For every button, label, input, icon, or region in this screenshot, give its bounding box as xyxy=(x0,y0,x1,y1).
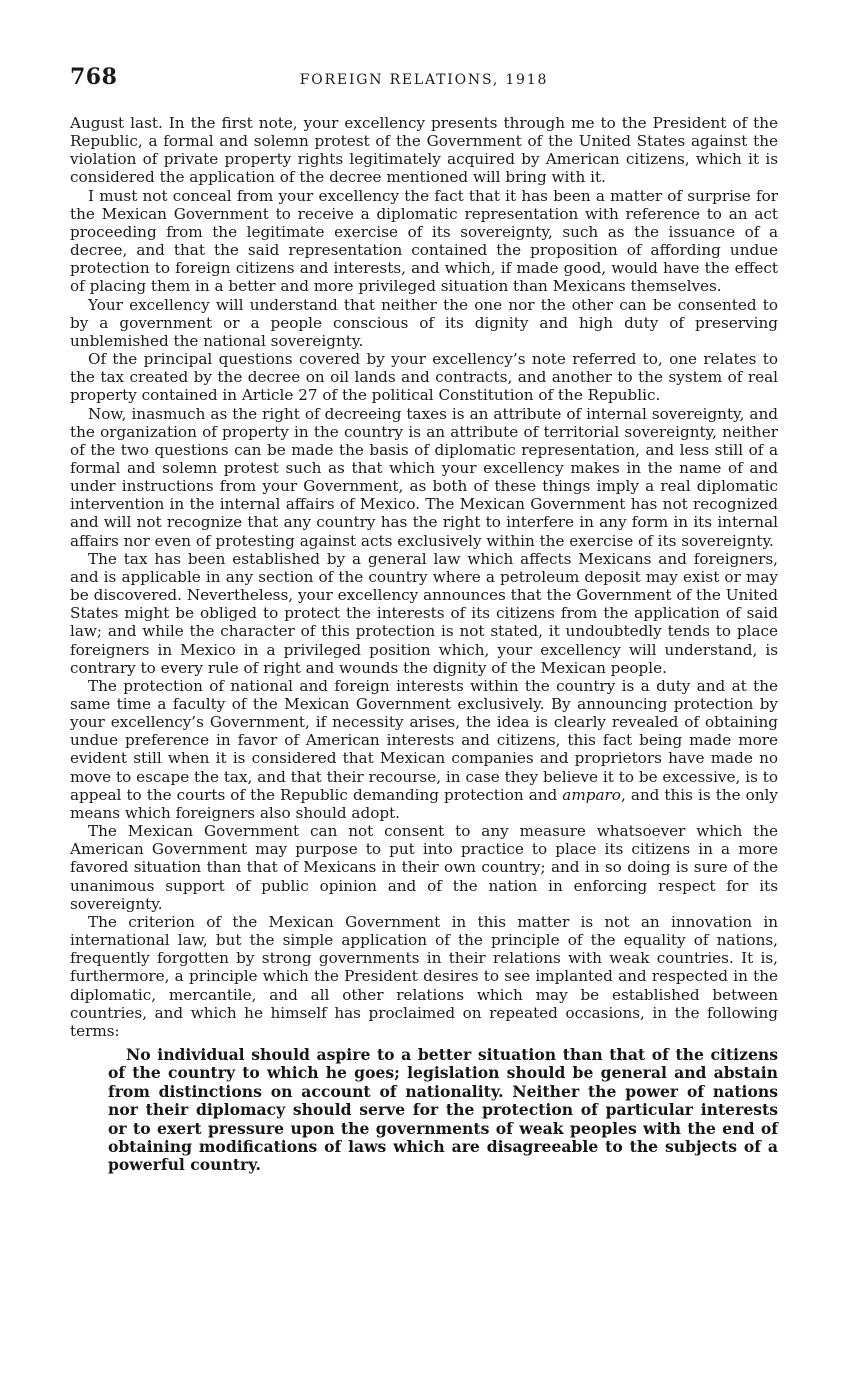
paragraph-1: August last. In the first note, your excellency presents through me to the President of the Republic, a formal and solemn protest of the Government of the United States against the violation of private property rights legitimately acquired by American citizens, which it is considered the application of the decree mentioned will bring with it. xyxy=(70,114,778,187)
block-quote: No individual should aspire to a better situation than that of the citizens of the country to which he goes; legislation should be general and abstain from distinctions on account of nationality. Neither the power of nations nor their diplomacy should serve for the protection of particular interests or to exert pressure upon the governments of weak peoples with the end of obtaining modifications of laws which are disagreeable to the subjects of a powerful country. xyxy=(108,1044,778,1175)
paragraph-6: The tax has been established by a general law which affects Mexicans and foreigners, and is applicable in any section of the country where a petroleum deposit may exist or may be discovered. Nevertheless, your excellency announces that the Government of the United States might be obliged to protect the interests of its citizens from the application of said law; and while the character of this protection is not stated, it undoubtedly tends to place foreigners in Mexico in a privileged position which, your excellency will understand, is contrary to every rule of right and wounds the dignity of the Mexican people. xyxy=(70,549,778,677)
paragraph-9: The criterion of the Mexican Government in this matter is not an innovation in international law, but the simple application of the principle of the equality of nations, frequently forgotten by strong governments in their relations with weak countries. It is, furthermore, a principle which the President desires to see implanted and respected in the diplomatic, mercantile, and all other relations which may be established between countries, and which he himself has proclaimed on repeated occasions, in the following terms: xyxy=(70,912,778,1040)
paragraph-7-text-start: The protection of national and foreign interests within the country is a duty and at the same time a faculty of the Mexican Government exclusively. By announcing protection by your excellency’s Government, if necessity arises, the idea is clearly revealed of obtaining undue preference in favor of American interests and citizens, this fact being made more evident still when it is considered that Mexican companies and proprietors have made no move to escape the tax, and that their recourse, in case they believe it to be excessive, is to appeal to the courts of the Republic demanding protection and xyxy=(70,676,778,804)
paragraph-7-text-end: , and this is the only means which foreigners also should adopt. xyxy=(70,785,778,822)
document-body xyxy=(70,114,778,1175)
page-header xyxy=(70,64,778,94)
paragraph-5: Now, inasmuch as the right of decreeing taxes is an attribute of internal sovereignty, and the organization of property in the country is an attribute of territorial sovereignty, neither of the two questions can be made the basis of diplomatic representation, and less still of a formal and solemn protest such as that which your excellency makes in the name of and under instructions from your Government, as both of these things imply a real diplomatic intervention in the internal affairs of Mexico. The Mexican Government has not recognized and will not recognize that any country has the right to interfere in any form in its internal affairs nor even of protesting against acts exclusively within the exercise of its sovereignty. xyxy=(70,404,778,550)
paragraph-3: Your excellency will understand that neither the one nor the other can be consented to by a government or a people conscious of its dignity and high duty of preserving unblemished the national sovereignty. xyxy=(70,295,778,350)
paragraph-2: I must not conceal from your excellency the fact that it has been a matter of surprise for the Mexican Government to receive a diplomatic representation with reference to an act proceeding from the legitimate exercise of its sovereignty, such as the issuance of a decree, and that the said representation contained the proposition of affording undue protection to foreign citizens and interests, and which, if made good, would have the effect of placing them in a better and more privileged situation than Mexicans themselves. xyxy=(70,186,778,296)
page-number: 768 xyxy=(70,64,118,90)
running-head: FOREIGN RELATIONS, 1918 xyxy=(299,72,549,88)
paragraph-7 xyxy=(70,677,778,822)
amparo-term: amparo xyxy=(562,785,621,804)
paragraph-8: The Mexican Government can not consent to any measure whatsoever which the American Government may purpose to put into practice to place its citizens in a more favored situation than that of Mexicans in their own country; and in so doing is sure of the unanimous support of public opinion and of the nation in enforcing respect for its sovereignty. xyxy=(70,822,778,913)
paragraph-4: Of the principal questions covered by your excellency’s note referred to, one relates to the tax created by the decree on oil lands and contracts, and another to the system of real property contained in Article 27 of the political Constitution of the Republic. xyxy=(70,350,778,405)
